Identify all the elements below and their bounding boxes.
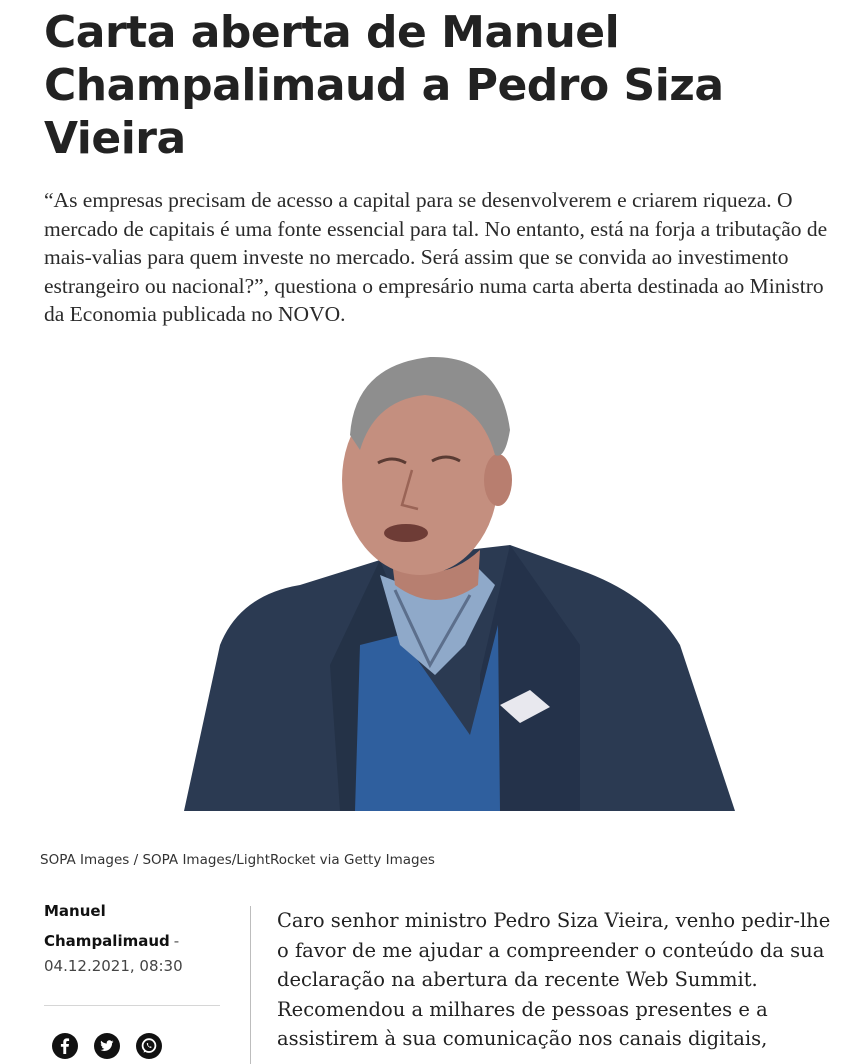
whatsapp-share-button[interactable] [136,1033,162,1059]
twitter-share-button[interactable] [94,1033,120,1059]
article-photo [180,345,740,815]
article-headline: Carta aberta de Manuel Champalimaud a Pedro Siza Vieira [44,7,724,164]
content-divider [250,906,251,1064]
meta-divider [44,1005,220,1006]
facebook-share-button[interactable] [52,1033,78,1059]
publish-date: 04.12.2021, 08:30 [44,957,183,975]
whatsapp-icon [136,1033,162,1059]
author-first-name[interactable]: Manuel [44,902,106,920]
article-lead: “As empresas precisam de acesso a capital para se desenvolverem e criarem riqueza. O mercado de capitais é uma fonte essencial para tal. No entanto, está na forja a tributação de mais-valias para quem investe no mercado. Será assim que se convida ao investimento estrangeiro ou nacional?”, questiona o empresário numa carta aberta destinada ao Ministro da Economia publicada no NOVO. [44,188,828,326]
author-date-separator: - [173,932,180,950]
author-name[interactable] [44,896,224,956]
photo-caption: SOPA Images / SOPA Images/LightRocket via Getty Images [40,852,435,868]
facebook-icon [52,1033,78,1059]
article-meta [44,896,224,975]
article-body: Caro senhor ministro Pedro Siza Vieira, venho pedir-lhe o favor de me ajudar a compreender o conteúdo da sua declaração na abertura da recente Web Summit. Recomendou a milhares de pessoas presentes e a assistirem à sua comunicação nos canais digitais, [277,909,831,1050]
portrait-illustration [180,345,740,815]
share-buttons [52,1033,162,1059]
twitter-icon [94,1033,120,1059]
author-last-name[interactable]: Champalimaud [44,932,170,950]
